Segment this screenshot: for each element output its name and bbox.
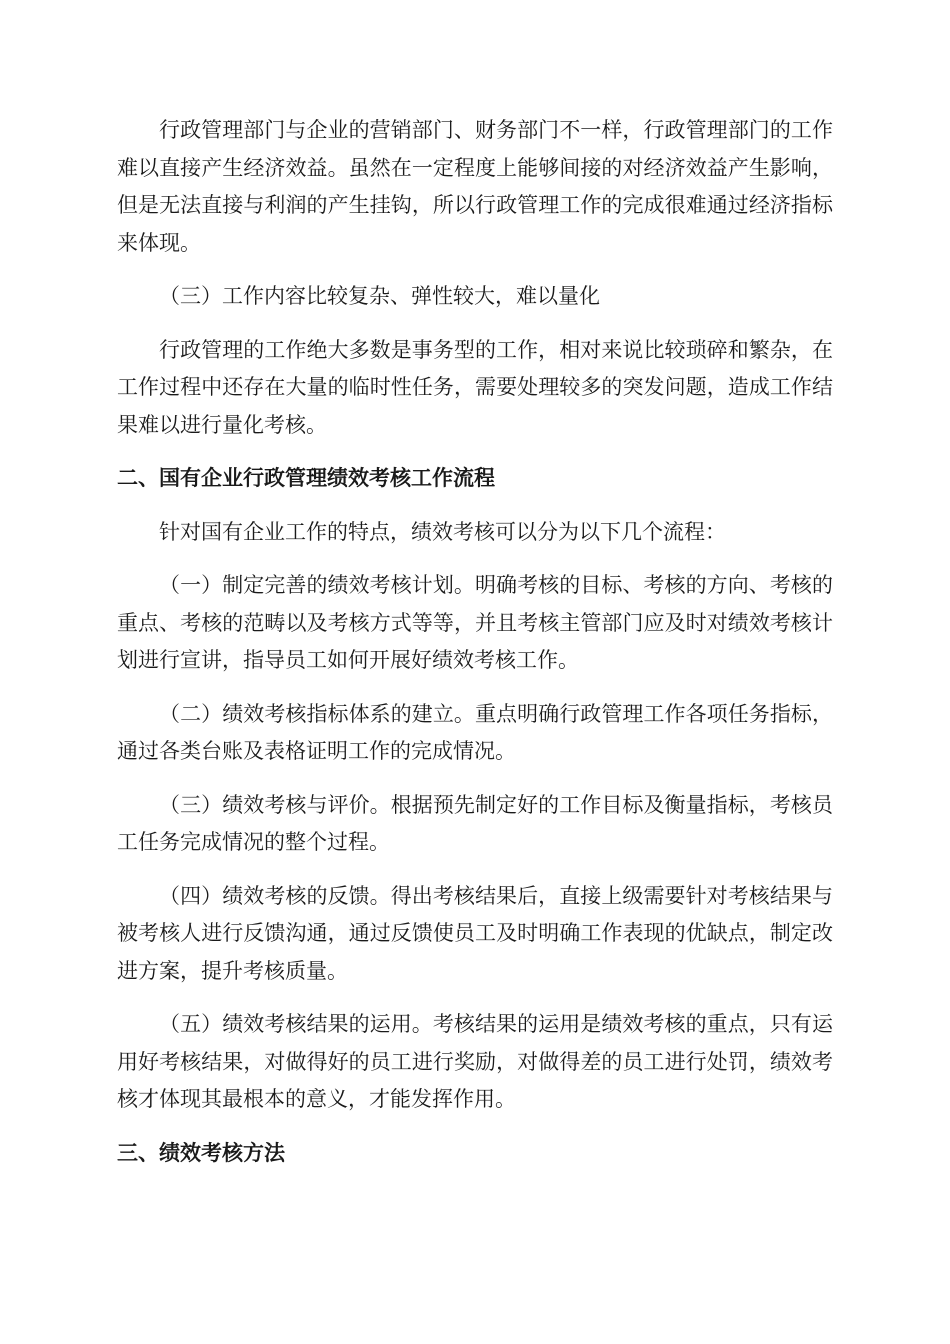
- paragraph-admin-dept-difference: 行政管理部门与企业的营销部门、财务部门不一样，行政管理部门的工作难以直接产生经济效益。虽然在一定程度上能够间接的对经济效益产生影响，但是无法直接与利润的产生挂钩，所以行政管理工作的完成很难通过经济指标来体现。: [117, 118, 833, 255]
- section-heading-3: 三、绩效考核方法: [117, 1140, 285, 1165]
- paragraph-process-step-4: （四）绩效考核的反馈。得出考核结果后，直接上级需要针对考核结果与被考核人进行反馈沟通，通过反馈使员工及时明确工作表现的优缺点，制定改进方案，提升考核质量。: [117, 883, 833, 983]
- paragraph-process-step-2: （二）绩效考核指标体系的建立。重点明确行政管理工作各项任务指标，通过各类台账及表格证明工作的完成情况。: [117, 701, 833, 763]
- paragraph-process-step-3: （三）绩效考核与评价。根据预先制定好的工作目标及衡量指标，考核员工任务完成情况的整个过程。: [117, 792, 833, 854]
- paragraph-process-step-5: （五）绩效考核结果的运用。考核结果的运用是绩效考核的重点，只有运用好考核结果，对做得好的员工进行奖励，对做得差的员工进行处罚，绩效考核才体现其最根本的意义，才能发挥作用。: [117, 1012, 833, 1111]
- subheading-work-content-complex: （三）工作内容比较复杂、弹性较大，难以量化: [159, 284, 600, 308]
- section-heading-2: 二、国有企业行政管理绩效考核工作流程: [117, 466, 495, 490]
- paragraph-admin-work-nature: 行政管理的工作绝大多数是事务型的工作，相对来说比较琐碎和繁杂，在工作过程中还存在大量的临时性任务，需要处理较多的突发问题，造成工作结果难以进行量化考核。: [117, 337, 833, 437]
- paragraph-process-intro: 针对国有企业工作的特点，绩效考核可以分为以下几个流程：: [159, 519, 726, 544]
- document-body: [117, 112, 833, 1188]
- paragraph-process-step-1: （一）制定完善的绩效考核计划。明确考核的目标、考核的方向、考核的重点、考核的范畴以及考核方式等等，并且考核主管部门应及时对绩效考核计划进行宣讲，指导员工如何开展好绩效考核工作。: [117, 573, 833, 672]
